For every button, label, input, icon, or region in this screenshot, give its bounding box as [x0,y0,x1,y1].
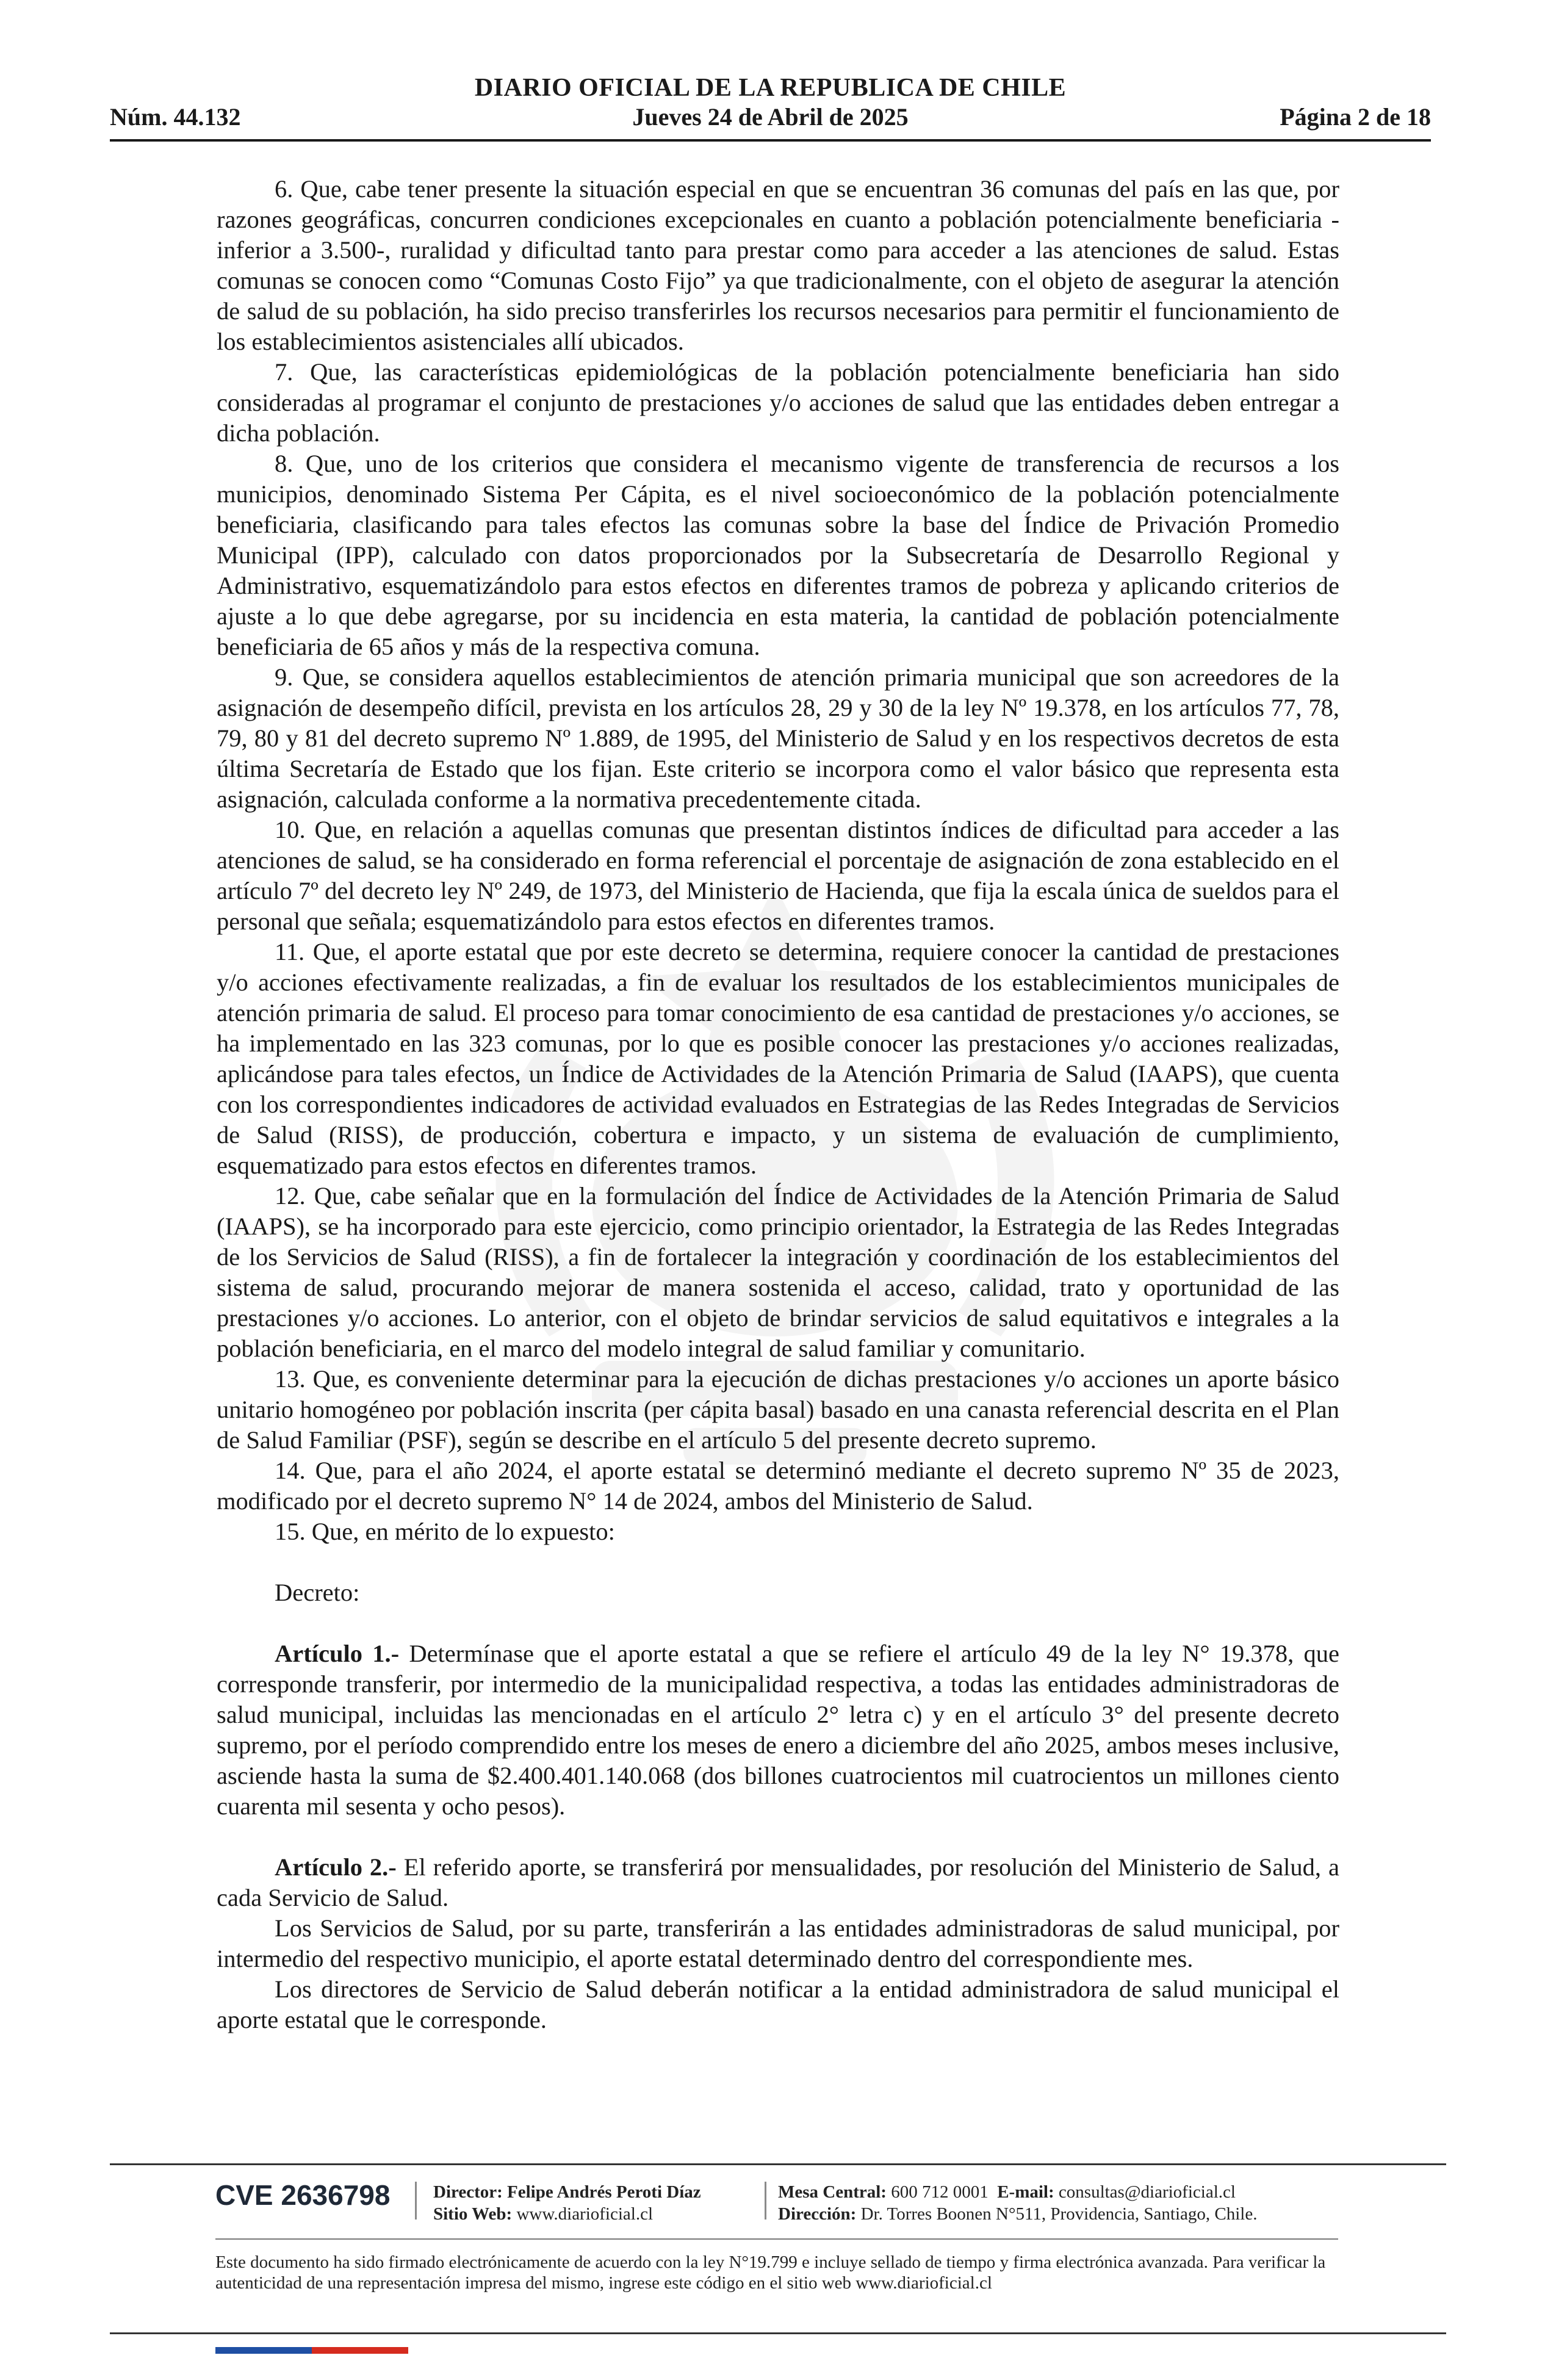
mesa-central-label: Mesa Central: [778,2182,887,2202]
footer-inner-divider [215,2238,1338,2240]
articulo-2 [217,1852,1339,1913]
articulo-1-text: Determínase que el aporte estatal a que se refiere el artículo 49 de la ley N° 19.378, que corresponde transferir, por intermedio de la municipalidad respectiva, a todas las entidades administradoras de salud municipal, incluidas las mencionadas en el artículo 2° letra c) y en el artículo 3° del presente decreto supremo, por el período comprendido entre los meses de enero a diciembre del año 2025, ambos meses inclusive, asciende hasta la suma de $2.400.401.140.068 (dos billones cuatrocientos mil cuatrocientos un millones ciento cuarenta mil sesenta y ocho pesos). [217,1640,1339,1820]
articulo-1-heading: Artículo 1.- [275,1640,400,1667]
flag-red-segment [312,2347,408,2354]
articulo-2-paragraph-2: Los Servicios de Salud, por su parte, transferirán a las entidades administradoras de salud municipal, por intermedio del respectivo municipio, el aporte estatal determinado dentro del correspondiente mes. [217,1914,1339,1972]
articulo-2-paragraph-3: Los directores de Servicio de Salud deberán notificar a la entidad administradora de salud municipal el aporte estatal que le corresponde. [217,1975,1339,2033]
mesa-central-phone: 600 712 0001 [891,2182,989,2202]
electronic-signature-notice: Este documento ha sido firmado electrónicamente de acuerdo con la ley N°19.799 e incluye sellado de tiempo y firma electrónica avanzada. Para verificar la autenticidad de una representación impresa del mismo, ingrese este código en el sitio web www.diarioficial.cl [215,2252,1326,2293]
paragraph-12: 12. Que, cabe señalar que en la formulación del Índice de Actividades de la Atención Primaria de Salud (IAAPS), se ha incorporado para este ejercicio, como principio orientador, la Estrategia de las Redes Integradas de los Servicios de Salud (RISS), a fin de fortalecer la integración y coordinación de los establecimientos del sistema de salud, procurando mejorar de manera sostenida el acceso, calidad, trato y oportunidad de las prestaciones y/o acciones. Lo anterior, con el objeto de brindar servicios de salud equitativos e integrales a la población beneficiaria, en el marco del modelo integral de salud familiar y comunitario. [217,1182,1339,1362]
paragraph-8: 8. Que, uno de los criterios que considera el mecanismo vigente de transferencia de recursos a los municipios, denominado Sistema Per Cápita, es el nivel socioeconómico de la población potencialmente beneficiaria, clasificando para tales efectos las comunas sobre la base del Índice de Privación Promedio Municipal (IPP), calculado con datos proporcionados por la Subsecretaría de Desarrollo Regional y Administrativo, esquematizándolo para estos efectos en diferentes tramos de pobreza y aplicando criterios de ajuste a lo que debe agregarse, por su incidencia en esta materia, la cantidad de población potencialmente beneficiaria de 65 años y más de la respectiva comuna. [217,450,1339,660]
paragraph-14: 14. Que, para el año 2024, el aporte estatal se determinó mediante el decreto supremo Nº 35 de 2023, modificado por el decreto supremo N° 14 de 2024, ambos del Ministerio de Salud. [217,1457,1339,1515]
address-text: Dr. Torres Boonen N°511, Providencia, Santiago, Chile. [860,2204,1258,2224]
footer-separator [415,2182,417,2220]
paragraph-7: 7. Que, las características epidemiológicas de la población potencialmente beneficiaria han sido consideradas al programar el conjunto de prestaciones y/o acciones de salud que las entidades deben entregar a dicha población. [217,358,1339,447]
issue-number: Núm. 44.132 [110,103,241,131]
director-name: Felipe Andrés Peroti Díaz [507,2182,701,2202]
paragraph-9: 9. Que, se considera aquellos establecimientos de atención primaria municipal que son acreedores de la asignación de desempeño difícil, prevista en los artículos 28, 29 y 30 de la ley Nº 19.378, en los artículos 77, 78, 79, 80 y 81 del decreto supremo Nº 1.889, de 1995, del Ministerio de Salud y en los respectivos decretos de esta última Secretaría de Estado que los fijan. Este criterio se incorpora como el valor básico que representa esta asignación, calculada conforme a la normativa precedentemente citada. [217,663,1339,813]
footer-contact-block [778,2181,1257,2225]
paragraph-6: 6. Que, cabe tener presente la situación especial en que se encuentran 36 comunas del país en las que, por razones geográficas, concurren condiciones excepcionales en cuanto a población potencialmente beneficiaria -inferior a 3.500-, ruralidad y dificultad tanto para prestar como para acceder a las atenciones de salud. Estas comunas se conocen como “Comunas Costo Fijo” ya que tradicionalmente, con el objeto de asegurar la atención de salud de su población, ha sido preciso transferirles los recursos necesarios para permitir el funcionamiento de los establecimientos asistenciales allí ubicados. [217,175,1339,355]
paragraph-10: 10. Que, en relación a aquellas comunas que presentan distintos índices de dificultad para acceder a las atenciones de salud, se ha considerado en forma referencial el porcentaje de asignación de zona establecido en el artículo 7º del decreto ley Nº 249, de 1973, del Ministerio de Hacienda, que fija la escala única de sueldos para el personal que señala; esquematizándolo para estos efectos en diferentes tramos. [217,816,1339,935]
header-divider [110,139,1431,142]
website-label: Sitio Web: [433,2204,513,2224]
footer-bottom-divider [110,2332,1446,2334]
footer-director-block [433,2181,701,2225]
page-number: Página 2 de 18 [1280,103,1431,131]
email-label: E-mail: [997,2182,1054,2202]
director-label: Director: [433,2182,503,2202]
newspaper-title: DIARIO OFICIAL DE LA REPUBLICA DE CHILE [474,74,1067,102]
address-label: Dirección: [778,2204,857,2224]
decreto-label: Decreto: [275,1579,360,1606]
cve-code: CVE 2636798 [215,2179,391,2211]
page-header [110,73,1431,146]
document-body [217,174,1339,2035]
issue-date: Jueves 24 de Abril de 2025 [632,103,909,131]
email-link[interactable]: consultas@diarioficial.cl [1058,2182,1236,2202]
website-link[interactable]: www.diarioficial.cl [516,2204,654,2224]
articulo-2-text: El referido aporte, se transferirá por mensualidades, por resolución del Ministerio de Salud, a cada Servicio de Salud. [217,1853,1339,1911]
articulo-1 [217,1639,1339,1822]
paragraph-13: 13. Que, es conveniente determinar para la ejecución de dichas prestaciones y/o acciones un aporte básico unitario homogéneo por población inscrita (per cápita basal) basado en una canasta referencial descrita en el Plan de Salud Familiar (PSF), según se describe en el artículo 5 del presente decreto supremo. [217,1365,1339,1454]
footer-top-divider [110,2163,1446,2165]
articulo-2-heading: Artículo 2.- [275,1853,397,1881]
paragraph-15: 15. Que, en mérito de lo expuesto: [275,1518,615,1545]
footer-separator [765,2182,766,2220]
flag-blue-segment [215,2347,312,2354]
chile-flag-stripe [215,2347,408,2354]
paragraph-11: 11. Que, el aporte estatal que por este decreto se determina, requiere conocer la cantidad de prestaciones y/o acciones efectivamente realizadas, a fin de evaluar los resultados de los establecimientos municipales de atención primaria de salud. El proceso para tomar conocimiento de esa cantidad de prestaciones y/o acciones, se ha implementado en las 323 comunas, por lo que es posible conocer las prestaciones y/o acciones realizadas, aplicándose para tales efectos, un Índice de Actividades de la Atención Primaria de Salud (IAAPS), que cuenta con los correspondientes indicadores de actividad evaluados en Estrategias de las Redes Integradas de Servicios de Salud (RISS), de producción, cobertura e impacto, y un sistema de evaluación de cumplimiento, esquematizado para estos efectos en diferentes tramos. [217,938,1339,1179]
